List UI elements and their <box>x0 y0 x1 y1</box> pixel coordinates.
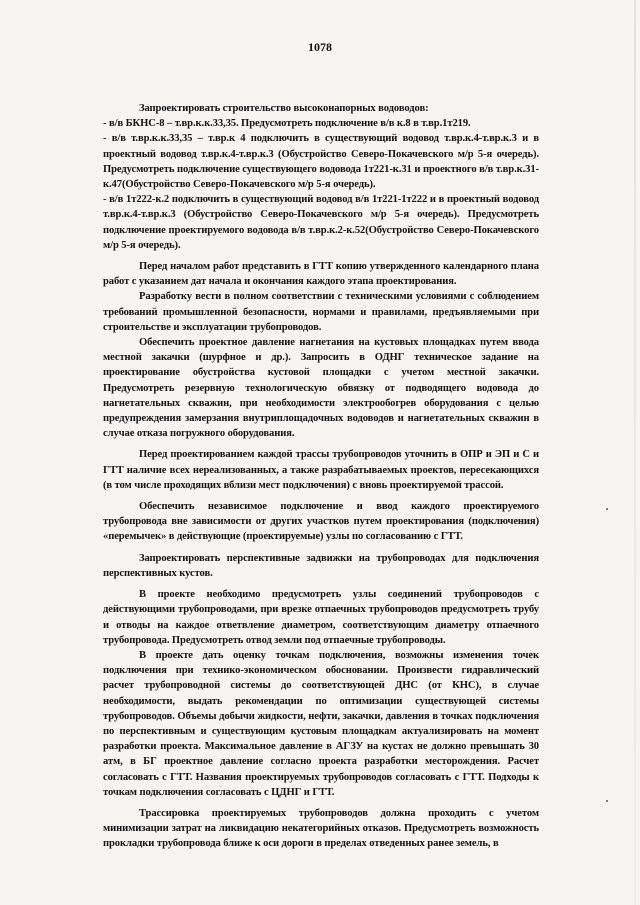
paragraph: Обеспечить независимое подключение и ввод каждого проектируемого трубопровода вне зависимости от других участков путем проектирования (подключения) «перемычек» в действующие (проектируемые) узлы по согласованию с ГТТ. <box>103 501 539 543</box>
list-item: - в/в т.вр.к.к.33,35 – т.вр.к 4 подключить в существующий водовод т.вр.к.4-т.вр.к.3 и в проектный водовод т.вр.к.4-т.вр.к.3 (Обустройство Северо-Покачевского м/р 5-я очередь). Предусмотреть подключение существующего водовода 1т221-к.31 и проектного в/в т.вр.к.31-к.47(Обустройство Северо-Покачевского м/р 5-я очередь). <box>103 133 539 191</box>
paragraph: Разработку вести в полном соответствии с техническими условиями с соблюдением требований промышленной безопасности, нормами и правилами, предъявляемыми при строительстве и эксплуатации трубопроводов. <box>103 291 539 333</box>
list-item: - в/в 1т222-к.2 подключить в существующий водовод в/в 1т221-1т222 и в проектный водовод т.вр.к.4-т.вр.к.3 (Обустройство Северо-Покачевского м/р 5-я очередь). Предусмотреть подключение проектируемого водовода в/в т.вр.к.2-к.52(Обустройство Северо-Покачевского м/р 5-я очередь). <box>103 194 539 251</box>
scan-edge <box>634 0 636 905</box>
paragraph: Запроектировать перспективные задвижки на трубопроводах для подключения перспективных кустов. <box>103 552 539 579</box>
paragraph: Перед началом работ представить в ГТТ копию утвержденного календарного плана работ с указанием дат начала и окончания каждого этапа проектирования. <box>103 261 539 288</box>
paragraph: Перед проектированием каждой трассы трубопроводов уточнить в ОПР и ЭП и С и ГТТ наличие всех нереализованных, а также разрабатываемых проектов, пересекающихся (в том числе проходящих вблизи мест подключения) с вновь проектируемой трассой. <box>103 449 539 491</box>
paragraph: Трассировка проектируемых трубопроводов должна проходить с учетом минимизации затрат на ликвидацию некатегорийных отказов. Предусмотреть возможность прокладки трубопровода ближе к оси дороги в пределах отведенных ранее земель, в <box>103 807 539 850</box>
list-item: - в/в БКНС-8 – т.вр.к.к.33,35. Предусмотреть подключение в/в к.8 в т.вр.1т219. <box>103 118 471 130</box>
paragraph: Обеспечить проектное давление нагнетания на кустовых площадках путем ввода местной закачки (шурфное и др.). Запросить в ОДНГ техническое задание на проектирование обустройства кустовой площадки с учетом местной закачки. Предусмотреть резервную технологическую обвязку от подводящего водовода до нагнетательных скважин, при необходимости электрообогрев оборудования с целью предупреждения замерзания внутриплощадочных водоводов и нагнетательных скважин в случае отказа погружного оборудования. <box>103 337 539 440</box>
page-number: 1078 <box>308 40 332 54</box>
paragraph: В проекте необходимо предусмотреть узлы соединений трубопроводов с действующими трубопроводами, при врезке отпаечных трубопроводов предусмотреть трубу и отводы на каждое ответвление диаметром, соответствующим диаметру отпаечного трубопровода. Предусмотреть отвод земли под отпаечные трубопроводы. <box>103 589 539 646</box>
scan-speck <box>606 800 608 802</box>
paragraph: В проекте дать оценку точкам подключения, возможны изменения точек подключения при технико-экономическом обосновании. Произвести гидравлический расчет трубопроводной системы до соответствующей ДНС (от КНС), в случае необходимости, выдать рекомендации по оптимизации существующей системы трубопроводов. Объемы добычи жидкости, нефти, закачки, давления в точках подключения по перспективным и существующим кустовым площадкам актуализировать на момент разработки проекта. Максимальное давление в АГЗУ на кустах не должно превышать 30 атм, в БГ проектное давление согласно проекта разработки месторождения. Расчет согласовать с ГТТ. Названия проектируемых трубопроводов согласовать с ГТТ. Подходы к точкам подключения согласовать с ЦДНГ и ГТТ. <box>103 649 539 798</box>
document-body <box>103 101 539 852</box>
paragraph: Запроектировать строительство высоконапорных водоводов: <box>139 103 429 114</box>
scan-speck <box>606 508 608 510</box>
